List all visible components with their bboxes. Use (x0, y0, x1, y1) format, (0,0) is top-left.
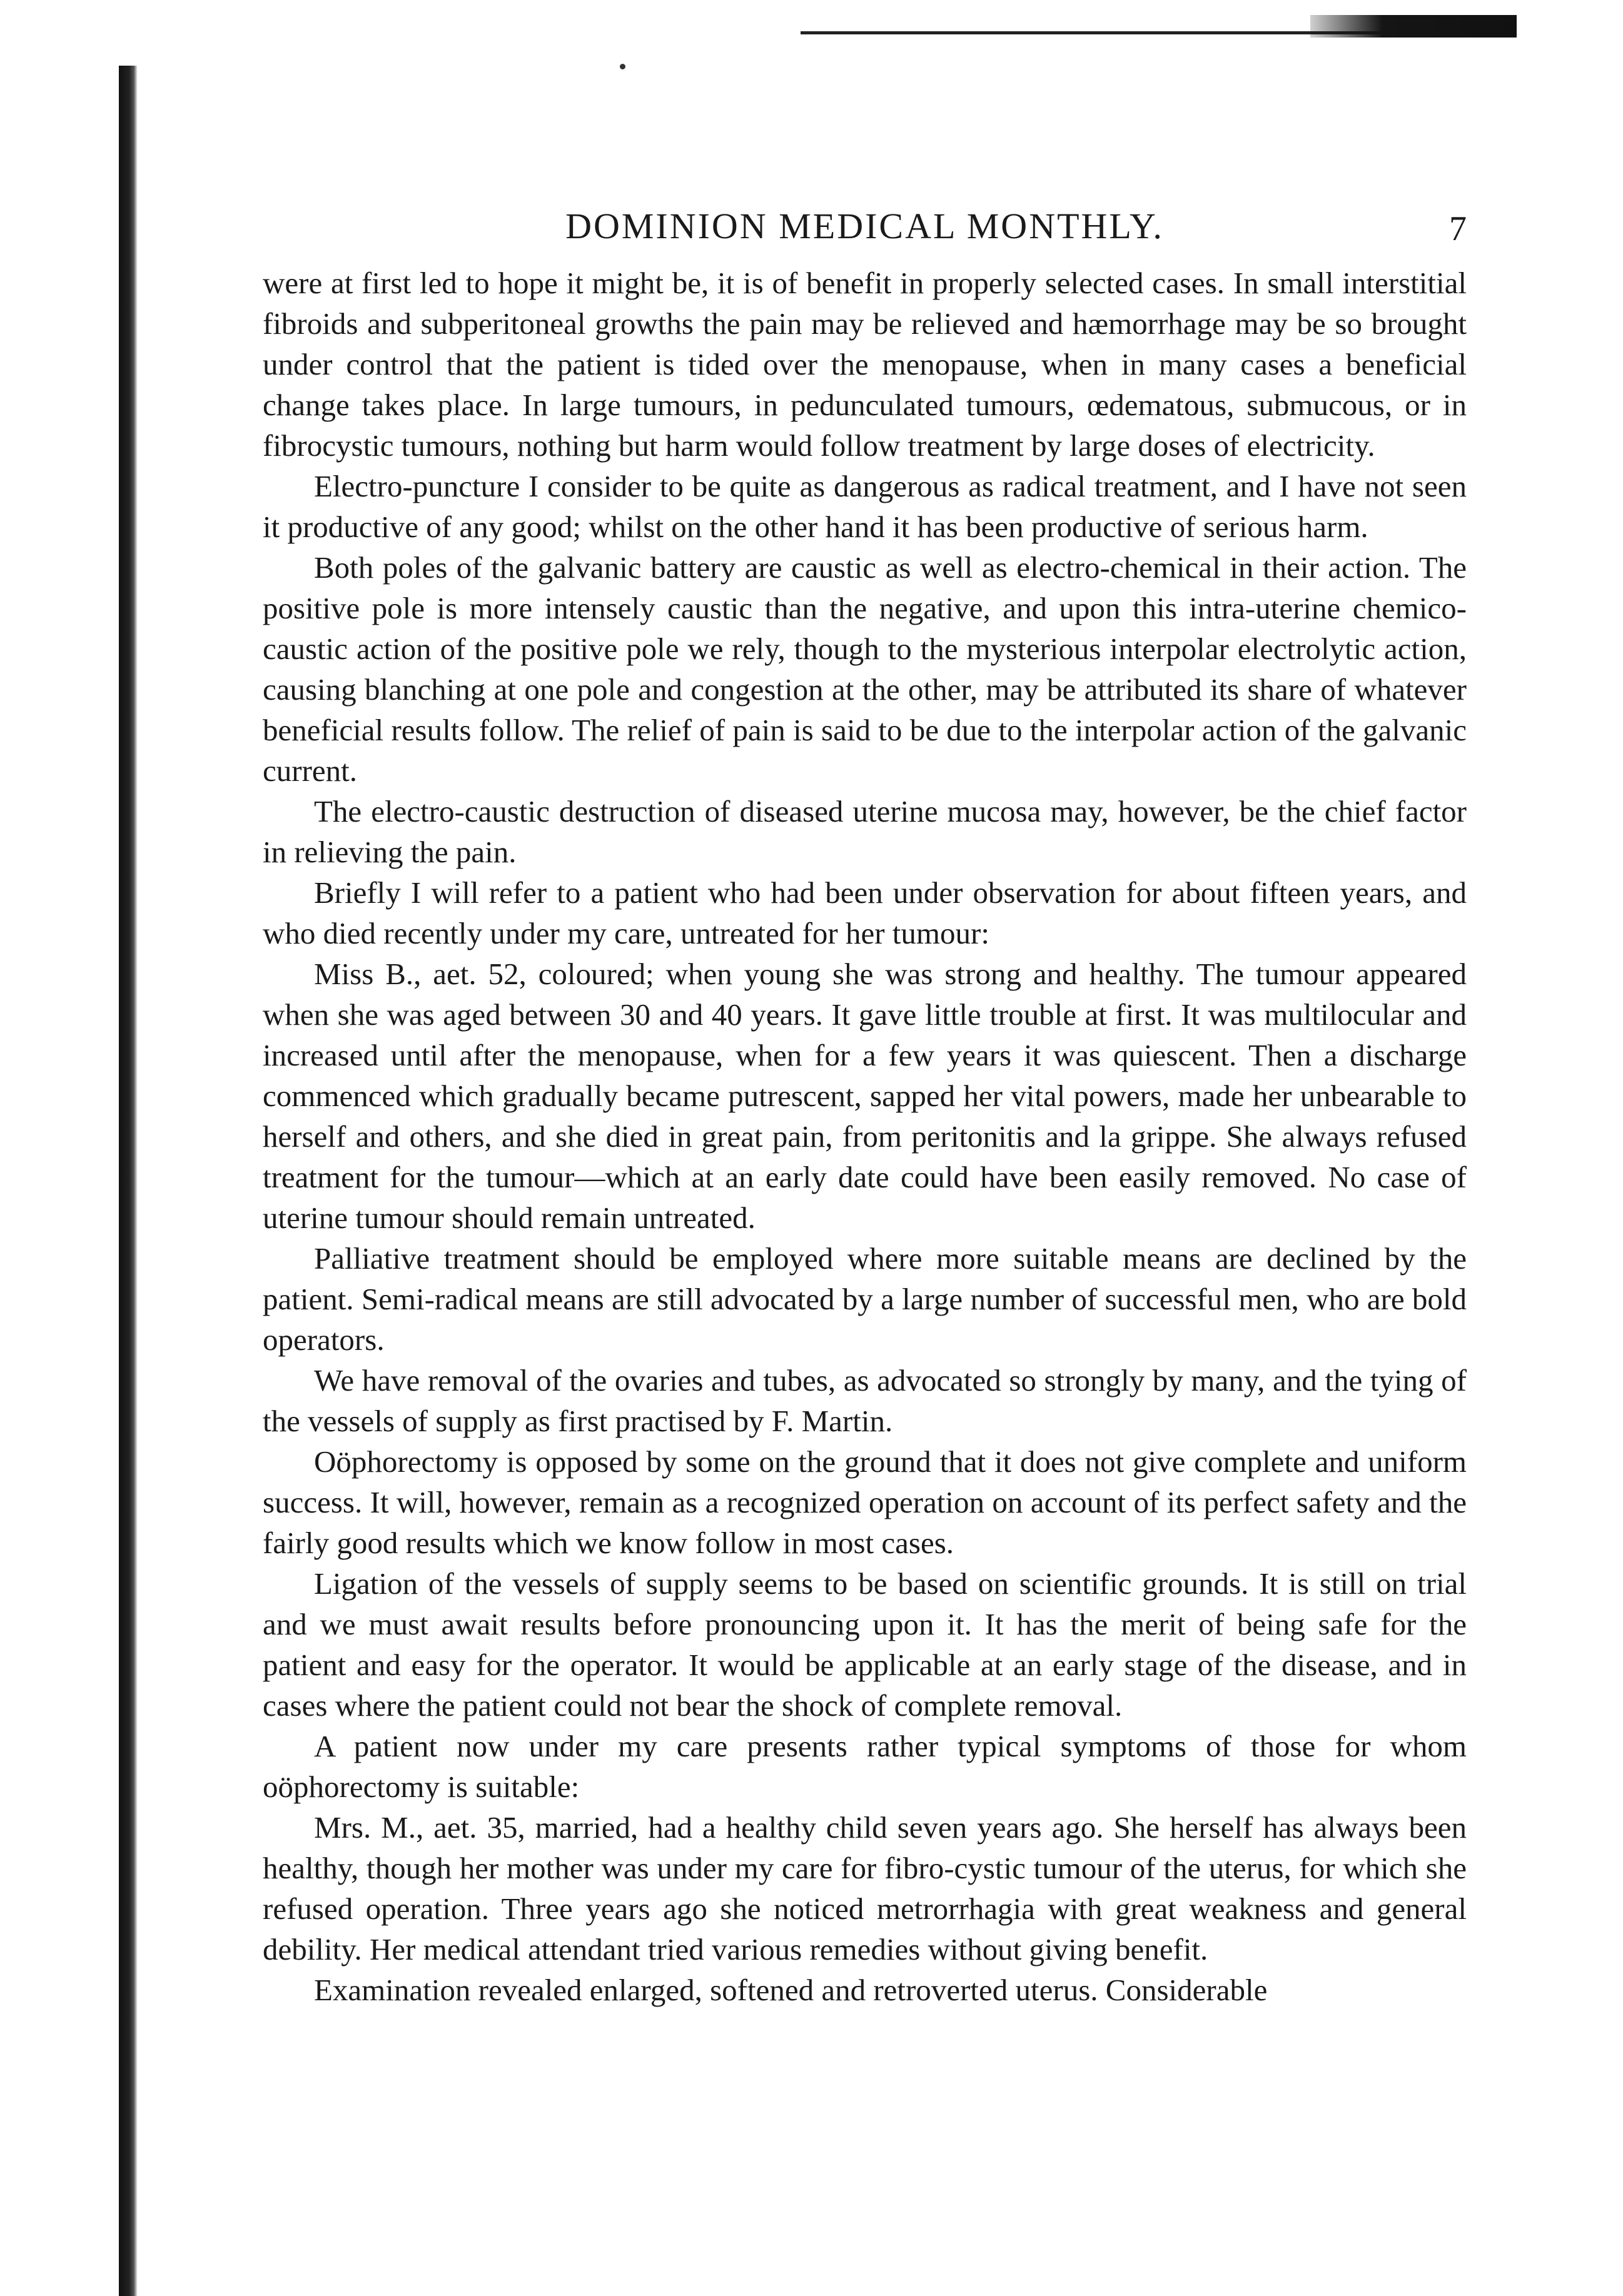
paragraph: Briefly I will refer to a patient who had been under observation for about fifteen years, and who died recently under my care, untreated for her tumour: (263, 875, 1467, 950)
body-text (263, 263, 1467, 2010)
paragraph: Electro-puncture I consider to be quite as dangerous as radical treatment, and I have not seen it productive of any good; whilst on the other hand it has been productive of serious harm. (263, 469, 1467, 544)
paragraph: Oöphorectomy is opposed by some on the ground that it does not give complete and uniform success. It will, however, remain as a recognized operation on account of its perfect safety and the fairly good results which we know follow in most cases. (263, 1444, 1467, 1560)
paragraph: A patient now under my care presents rather typical symptoms of those for whom oöphorectomy is suitable: (263, 1729, 1467, 1804)
binding-shadow (119, 66, 138, 2296)
paragraph: Palliative treatment should be employed where more suitable means are declined by the patient. Semi-radical means are still advocated by a large number of successful men, who are bold operators. (263, 1241, 1467, 1357)
paragraph: Miss B., aet. 52, coloured; when young she was strong and healthy. The tumour appeared when she was aged between 30 and 40 years. It gave little trouble at first. It was multilocular and increased until after the menopause, when for a few years it was quiescent. Then a discharge commenced which gradually became putrescent, sapped her vital powers, made her unbearable to herself and others, and she died in great pain, from peritonitis and la grippe. She always refused treatment for the tumour—which at an early date could have been easily removed. No case of uterine tumour should remain untreated. (263, 957, 1467, 1235)
top-rule (801, 13, 1517, 43)
paragraph: The electro-caustic destruction of diseased uterine mucosa may, however, be the chief factor in relieving the pain. (263, 794, 1467, 869)
paragraph: We have removal of the ovaries and tubes, as advocated so strongly by many, and the tying of the vessels of supply as first practised by F. Martin. (263, 1363, 1467, 1438)
paragraph: Ligation of the vessels of supply seems to be based on scientific grounds. It is still on trial and we must await results before pronouncing upon it. It has the merit of being safe for the patient and easy for the operator. It would be applicable at an early stage of the disease, and in cases where the patient could not bear the shock of complete removal. (263, 1566, 1467, 1723)
paragraph-continued: were at first led to hope it might be, it is of benefit in properly selected cases. In small interstitial fibroids and subperitoneal growths the pain may be relieved and hæmorrhage may be so brought under control that the patient is tided over the menopause, when in many cases a beneficial change takes place. In large tumours, in pedunculated tumours, œdematous, submucous, or in fibrocystic tumours, nothing but harm would follow treatment by large doses of electricity. (263, 266, 1467, 463)
running-title: DOMINION MEDICAL MONTHLY. (565, 206, 1164, 246)
scan-speck (620, 64, 625, 69)
paragraph: Examination revealed enlarged, softened and retroverted uterus. Considerable (314, 1973, 1268, 2007)
rule-mass (1310, 15, 1517, 38)
page-header (263, 200, 1467, 250)
page-number: 7 (1449, 209, 1467, 248)
paragraph: Both poles of the galvanic battery are caustic as well as electro-chemical in their action. The positive pole is more intensely caustic than the negative, and upon this intra-uterine chemico-caustic action of the positive pole we rely, though to the mysterious interpolar electrolytic action, causing blanching at one pole and congestion at the other, may be attributed its share of whatever beneficial results follow. The relief of pain is said to be due to the interpolar action of the galvanic current. (263, 550, 1467, 788)
paragraph: Mrs. M., aet. 35, married, had a healthy child seven years ago. She herself has always been healthy, though her mother was under my care for fibro-cystic tumour of the uterus, for which she refused operation. Three years ago she noticed metrorrhagia with great weakness and general debility. Her medical attendant tried various remedies without giving benefit. (263, 1810, 1467, 1966)
